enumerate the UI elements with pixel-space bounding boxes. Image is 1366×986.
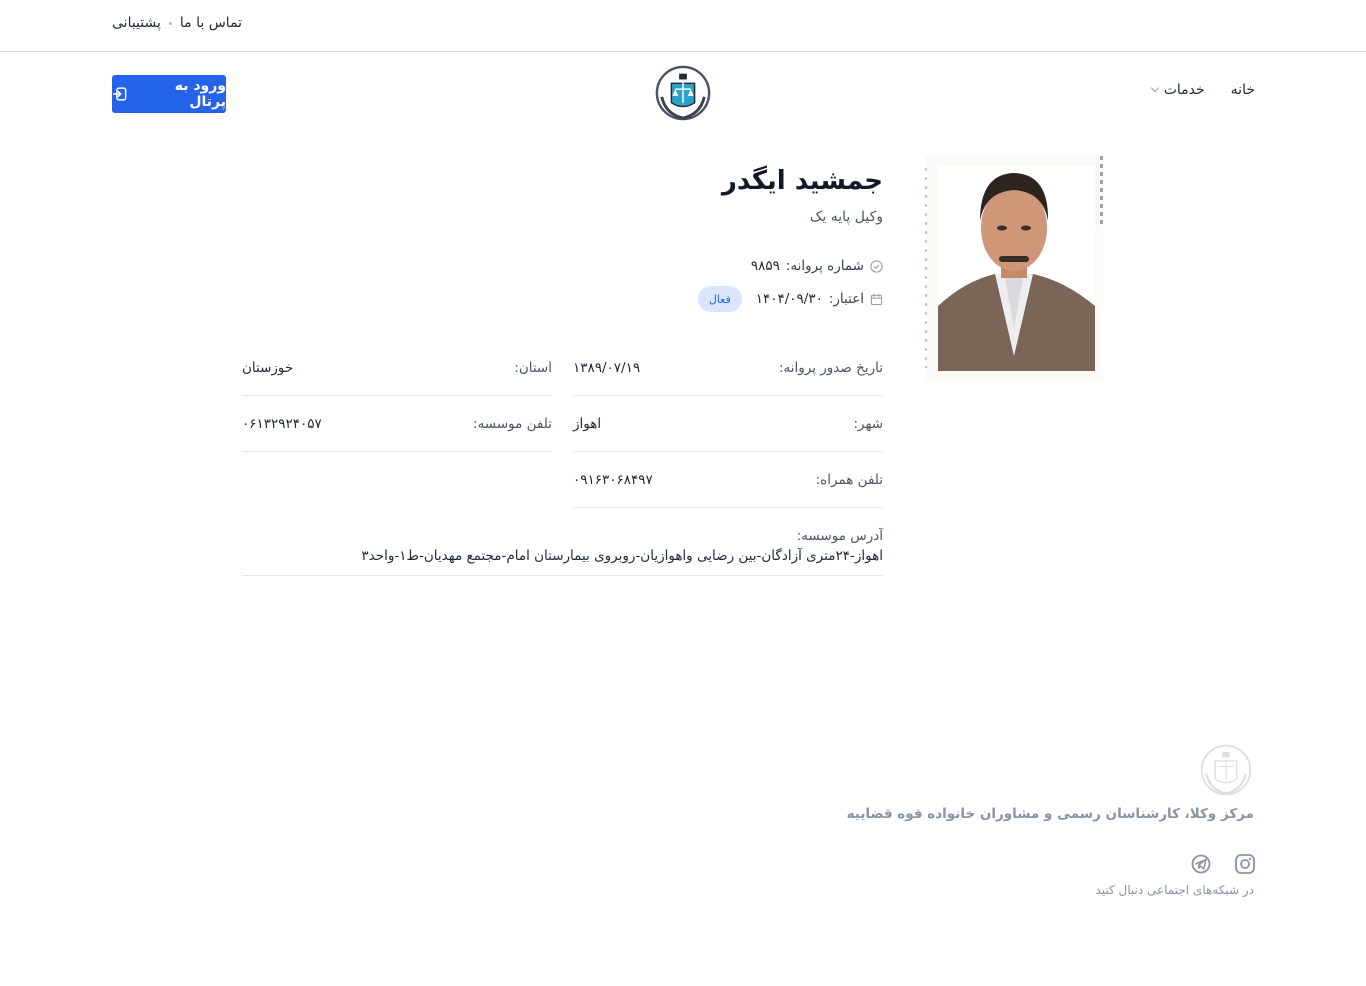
validity-value: ۱۴۰۴/۰۹/۳۰: [755, 291, 823, 307]
lawyer-title: وکیل پایه یک: [809, 209, 883, 225]
city-label: شهر:: [853, 416, 883, 432]
address-value: اهواز-۲۴متری آزادگان-بین رضایی واهوازیان-روبروی بیمارستان امام-مجتمع مهدیان-ط۱-واحد۳: [361, 548, 883, 564]
social-links: [1190, 853, 1256, 875]
license-number-value: ۹۸۵۹: [750, 258, 780, 274]
photo-edge: [925, 168, 927, 368]
issue-date-label: تاریخ صدور پروانه:: [778, 360, 883, 376]
footer-logo: [1199, 743, 1253, 797]
city-field: [573, 416, 883, 452]
top-bar: [0, 0, 1366, 52]
check-circle-icon: [870, 260, 883, 273]
portal-login-label: ورود به پرتال: [174, 78, 226, 110]
nav-services-label: خدمات: [1163, 82, 1205, 98]
footer-title: مرکز وکلا، کارشناسان رسمی و مشاوران خانواده قوه قضاییه: [846, 806, 1254, 822]
address-label: آدرس موسسه:: [796, 528, 883, 544]
support-link[interactable]: پشتیبانی: [112, 15, 161, 31]
nav-services[interactable]: [1152, 82, 1205, 98]
province-label: استان:: [514, 360, 552, 376]
main-nav: [1152, 82, 1255, 98]
separator-dot: [169, 22, 172, 25]
license-number-row: [751, 258, 883, 274]
validity-row: [698, 286, 883, 312]
lawyer-photo: [925, 156, 1103, 381]
city-value: اهواز: [573, 416, 602, 432]
nav-home-label: خانه: [1230, 82, 1255, 98]
photo-edge: [1100, 156, 1103, 228]
instagram-icon[interactable]: [1234, 853, 1256, 875]
province-field: [242, 360, 552, 396]
calendar-icon: [870, 293, 883, 306]
portal-login-button[interactable]: [112, 75, 226, 113]
mobile-field: [573, 472, 883, 508]
license-number-label: شماره پروانه:: [785, 258, 864, 274]
office-phone-value[interactable]: ۰۶۱۳۲۹۲۴۰۵۷: [242, 416, 322, 432]
portrait-image: [925, 156, 1103, 381]
address-field: [242, 528, 883, 576]
mobile-value[interactable]: ۰۹۱۶۳۰۶۸۴۹۷: [573, 472, 653, 488]
province-value: خوزستان: [242, 360, 294, 376]
lawyer-name: جمشید ایگدر: [721, 166, 883, 196]
office-phone-field: [242, 416, 552, 452]
issue-date-value: ۱۳۸۹/۰۷/۱۹: [573, 360, 641, 376]
office-phone-label: تلفن موسسه:: [473, 416, 552, 432]
telegram-icon[interactable]: [1190, 853, 1212, 875]
follow-text: در شبکه‌های اجتماعی دنبال کنید: [1095, 883, 1254, 897]
mobile-label: تلفن همراه:: [815, 472, 883, 488]
nav-home[interactable]: [1231, 82, 1255, 98]
login-icon: [112, 86, 128, 102]
chevron-down-icon: [1150, 84, 1158, 92]
top-links: [112, 15, 242, 31]
validity-label: اعتبار:: [828, 291, 864, 307]
judiciary-logo[interactable]: [654, 64, 712, 122]
contact-link[interactable]: تماس با ما: [179, 15, 243, 31]
status-badge: فعال: [698, 286, 742, 312]
issue-date-field: [573, 360, 883, 396]
